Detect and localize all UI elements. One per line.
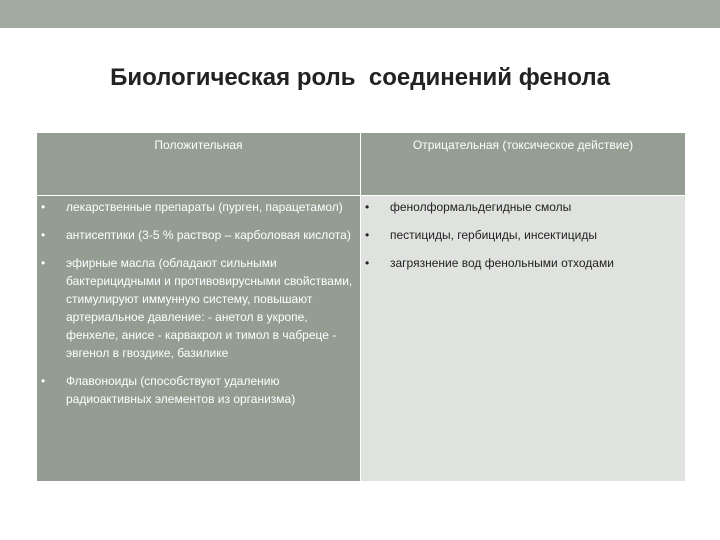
- positive-item-essential-oils: • эфирные масла (обладают сильными бактерицидными и противовирусными свойствами, стимулируют иммунную систему, повышают артериальное давление: - анетол в укропе, фенхеле, анисе - карвакрол и тимол в чабреце - эвгенол в гвоздике, базилике: [41, 254, 358, 362]
- header-positive: Положительная: [37, 133, 360, 195]
- positive-column: [37, 196, 360, 481]
- negative-item-resins: • фенолформальдегидные смолы: [365, 198, 681, 216]
- top-bar: [0, 0, 720, 28]
- negative-column: [361, 196, 685, 481]
- positive-list: [41, 198, 358, 408]
- positive-item-medicines: • лекарственные препараты (пурген, парацетамол): [41, 198, 358, 216]
- negative-list: [365, 198, 681, 272]
- negative-item-water-pollution: • загрязнение вод фенольными отходами: [365, 254, 681, 272]
- positive-item-antiseptics: • антисептики (3-5 % раствор – карболовая кислота): [41, 226, 358, 244]
- slide-title: Биологическая роль соединений фенола: [110, 64, 610, 91]
- negative-item-pesticides: • пестициды, гербициды, инсектициды: [365, 226, 681, 244]
- header-negative: Отрицательная (токсическое действие): [361, 133, 685, 195]
- comparison-table: [37, 133, 685, 481]
- positive-item-flavonoids: • Флавоноиды (способствуют удалению радиоактивных элементов из организма): [41, 372, 358, 408]
